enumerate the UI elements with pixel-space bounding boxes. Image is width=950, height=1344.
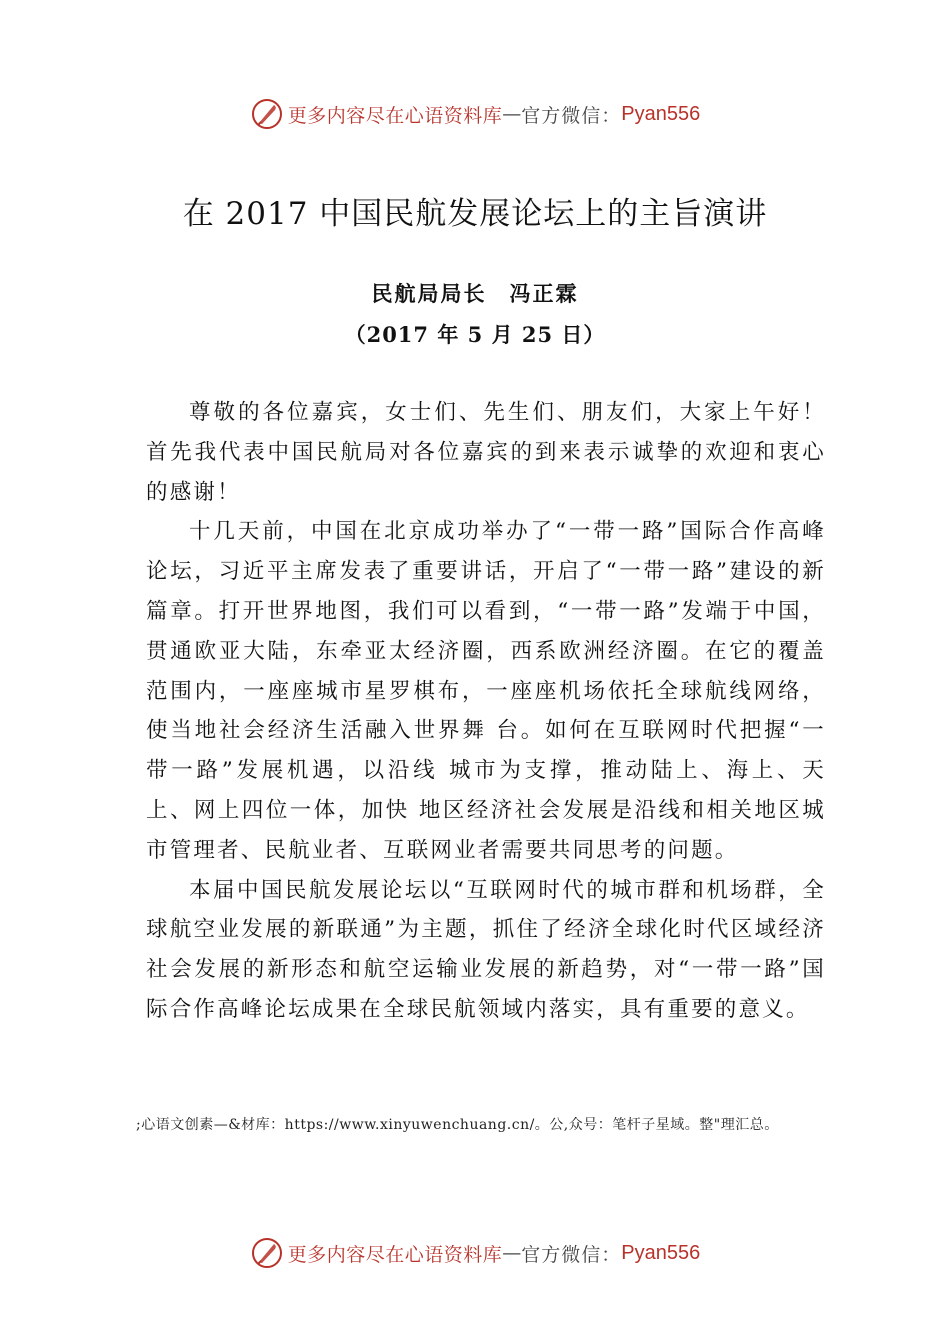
banner-text: 更多内容尽在心语资料库: [287, 1243, 503, 1266]
pen-feather-logo-icon: [250, 97, 284, 131]
paragraph: 十几天前，中国在北京成功举办了“一带一路”国际合作高峰论坛，习近平主席发表了重要讲话，开启了“一带一路”建设的新篇章。打开世界地图，我们可以看到，“一带一路”发端于中国，贯通欧亚大陆，东牵亚太经济圈，西系欧洲经济圈。在它的覆盖范围内，一座座城市星罗棋布，一座座机场依托全球航线网络，使当地社会经济生活融入世界舞 台。如何在互联网时代把握“一带一路”发展机遇，以沿线 城市为支撑，推动陆上、海上、天上、网上四位一体，加快 地区经济社会发展是沿线和相关地区城市管理者、民航业者、互联网业者需要共同思考的问题。: [146, 519, 826, 863]
wechat-label: 官方微信：: [521, 104, 622, 127]
wechat-id: Pyan556: [621, 1241, 701, 1264]
paragraph: 本届中国民航发展论坛以“互联网时代的城市群和机场群，全球航空业发展的新联通”为主题，抓住了经济全球化时代区域经济社会发展的新形态和航空运输业发展的新趋势，对“一带一路”国际合作高峰论坛成果在全球民航领域内落实，具有重要的意义。: [146, 877, 826, 1022]
pen-feather-logo-icon: [250, 1236, 284, 1270]
wechat-label: 官方微信：: [521, 1243, 622, 1266]
paragraph: 尊敬的各位嘉宾，女士们、先生们、朋友们，大家上午好！首先我代表中国民航局对各位嘉宾的到来表示诚挚的欢迎和衷心的感谢！: [146, 400, 826, 505]
document-body: [146, 393, 826, 1030]
document-title: 在 2017 中国民航发展论坛上的主旨演讲: [182, 196, 768, 232]
header-banner: [0, 96, 950, 132]
source-footnote: ;心语文创素—&材库：https://www.xinyuwenchuang.cn/。公,众号：笔杆子星域。整"理汇总。: [136, 1117, 779, 1133]
document-author: 民航局局长 冯正霖: [371, 281, 579, 306]
banner-text: 更多内容尽在心语资料库: [287, 104, 503, 127]
document-date: （2017 年 5 月 25 日）: [344, 322, 606, 347]
banner-dash: —: [502, 1242, 522, 1264]
banner-dash: —: [502, 103, 522, 125]
footer-banner: [0, 1235, 950, 1271]
wechat-id: Pyan556: [621, 102, 701, 125]
